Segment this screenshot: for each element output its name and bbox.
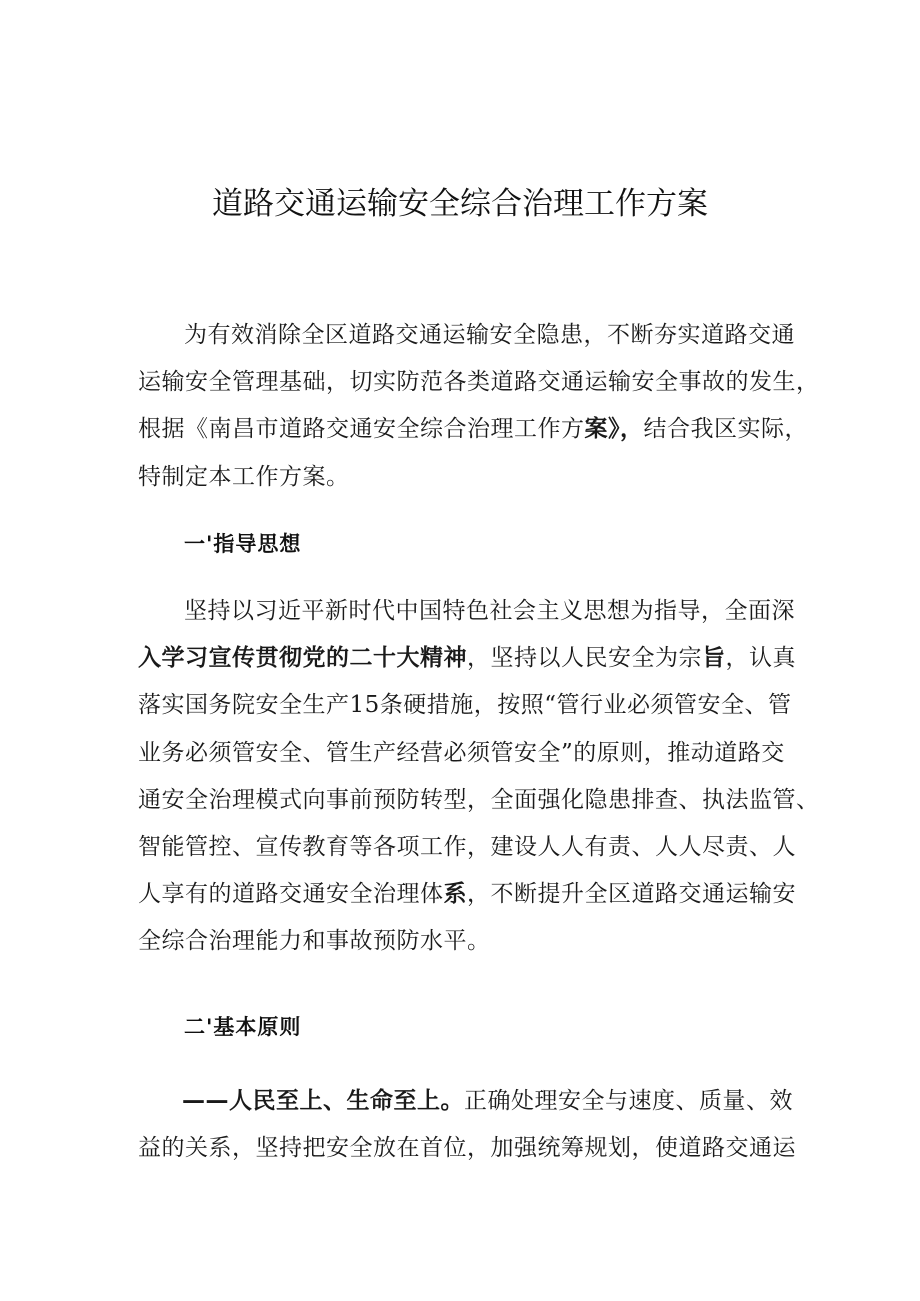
paragraph-line: 坚持以习近平新时代中国特色社会主义思想为指导，全面深 (184, 598, 795, 624)
intro-line-segment: 根据《南昌市道路交通安全综合治理工作方 (138, 416, 585, 443)
paragraph-line-segment: 正确处理安全与速度、质量、效 (464, 1088, 793, 1114)
paragraph-line: 智能管控、宣传教育等各项工作，建设人人有责、人人尽责、人 (138, 833, 796, 860)
section-heading-guiding-thought: 一'指导思想 (184, 532, 302, 556)
paragraph-line (138, 635, 796, 682)
paragraph-line (138, 871, 796, 918)
paragraph-line-segment: ，坚持以人民安全为宗 (467, 645, 702, 672)
paragraph-line-segment: 系 (443, 881, 467, 908)
intro-line: 特制定本工作方案。 (138, 463, 350, 490)
paragraph-line (138, 1078, 793, 1125)
page-title: 道路交通运输安全综合治理工作方案 (212, 186, 708, 222)
paragraph-line: 全综合治理能力和事故预防水平。 (138, 928, 491, 955)
paragraph-line-segment: 旨 (702, 645, 726, 672)
paragraph-line: 通安全治理模式向事前预防转型，全面强化隐患排查、执法监管、 (138, 786, 820, 813)
intro-paragraph (138, 312, 820, 501)
intro-line: 运输安全管理基础，切实防范各类道路交通运输安全事故的发生， (138, 369, 820, 396)
paragraph-line-segment: 人享有的道路交通安全治理体 (138, 881, 444, 908)
paragraph-line: 业务必须管安全、管生产经营必须管安全”的原则，推动道路交 (138, 739, 785, 766)
intro-line-segment: 结合我区实际， (643, 416, 808, 443)
paragraph-line-segment: 入学习宣传贯彻党的二十大精神 (138, 645, 467, 672)
basic-principles-paragraph (138, 1078, 796, 1172)
guiding-thought-paragraph (138, 588, 820, 966)
paragraph-line: 益的关系，坚持把安全放在首位，加强统筹规划，使道路交通运 (138, 1135, 796, 1162)
paragraph-line: 落实国务院安全生产15条硬措施，按照“管行业必须管安全、管 (138, 692, 792, 719)
paragraph-line-segment: ，不断提升全区道路交通运输安 (467, 881, 796, 908)
intro-line (138, 406, 808, 453)
intro-line: 为有效消除全区道路交通运输安全隐患，不断夯实道路交通 (184, 322, 795, 348)
principle-title: ——人民至上、生命至上。 (182, 1088, 464, 1114)
paragraph-line-segment: ，认真 (725, 645, 796, 672)
section-heading-basic-principles: 二'基本原则 (184, 1015, 302, 1039)
intro-line-segment: 案》， (584, 416, 644, 443)
